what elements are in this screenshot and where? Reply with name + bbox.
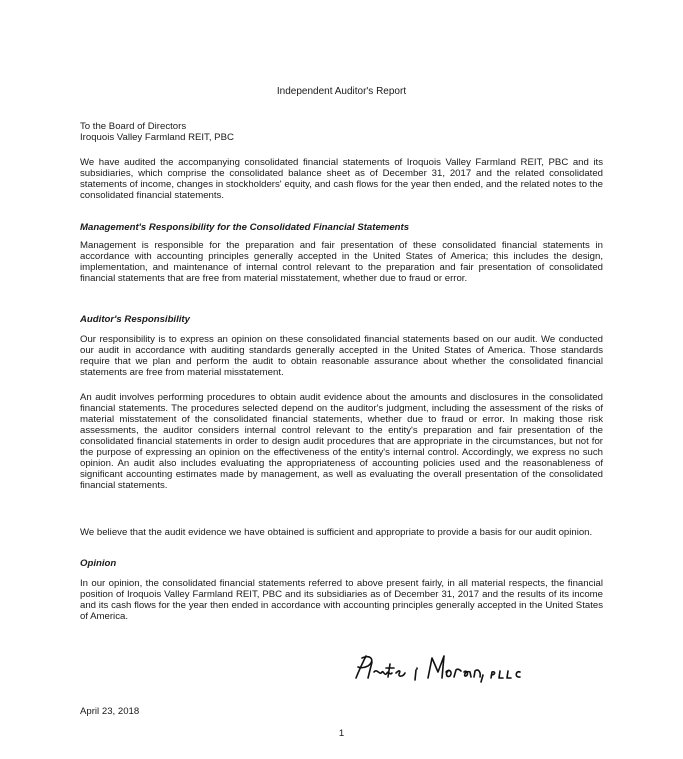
report-date: April 23, 2018 [80,706,140,717]
intro-paragraph: We have audited the accompanying consolidated financial statements of Iroquois Valley Farmland REIT, PBC and its subsidiaries, which comprise the consolidated balance sheet as of December 31, 2017 and the related consolidated statements of income, changes in stockholders' equity, and cash flows for the year then ended, and the related notes to the consolidated financial statements. [80,157,603,201]
auditor-paragraph-2: An audit involves performing procedures to obtain audit evidence about the amounts and disclosures in the consolidated financial statements. The procedures selected depend on the auditor's judgment, including the assessment of the risks of material misstatement of the consolidated financial statements, whether due to fraud or error. In making those risk assessments, the auditor considers internal control relevant to the entity's preparation and fair presentation of the consolidated financial statements in order to design audit procedures that are appropriate in the circumstances, but not for the purpose of expressing an opinion on the effectiveness of the entity's internal control. Accordingly, we express no such opinion. An audit also includes evaluating the appropriateness of accounting policies used and the reasonableness of significant accounting estimates made by management, as well as evaluating the overall presentation of the consolidated financial statements. [80,392,603,491]
auditor-paragraph-3-block [80,527,603,538]
addressee-line-1: To the Board of Directors [80,121,187,132]
addressee-block [80,121,603,143]
management-heading: Management's Responsibility for the Consolidated Financial Statements [80,222,410,233]
management-paragraph: Management is responsible for the preparation and fair presentation of these consolidated financial statements in accordance with accounting principles generally accepted in the United States of America; this includes the design, implementation, and maintenance of internal control relevant to the preparation and fair presentation of consolidated financial statements that are free from material misstatement, whether due to fraud or error. [80,240,603,284]
signature-icon [350,650,550,690]
auditor-paragraph-3: We believe that the audit evidence we have obtained is sufficient and appropriate to provide a basis for our audit opinion. [80,527,593,538]
report-title: Independent Auditor's Report [276,86,407,97]
page-number: 1 [338,728,345,739]
auditor-paragraph-1-block [80,334,603,378]
auditor-heading: Auditor's Responsibility [80,314,190,325]
opinion-paragraph-block [80,578,603,622]
intro-paragraph-block [80,157,603,201]
opinion-paragraph: In our opinion, the consolidated financial statements referred to above present fairly, in all material respects, the financial position of Iroquois Valley Farmland REIT, PBC and its subsidiaries as of December 31, 2017 and the results of its income and its cash flows for the year then ended in accordance with accounting principles generally accepted in the United States of America. [80,578,603,622]
auditor-paragraph-2-block [80,392,603,491]
auditor-paragraph-1: Our responsibility is to express an opinion on these consolidated financial statements based on our audit. We conducted our audit in accordance with auditing standards generally accepted in the United States of America. Those standards require that we plan and perform the audit to obtain reasonable assurance about whether the consolidated financial statements are free from material misstatement. [80,334,603,378]
addressee-line-2: Iroquois Valley Farmland REIT, PBC [80,132,234,143]
opinion-heading: Opinion [80,558,117,569]
management-paragraph-block [80,240,603,284]
